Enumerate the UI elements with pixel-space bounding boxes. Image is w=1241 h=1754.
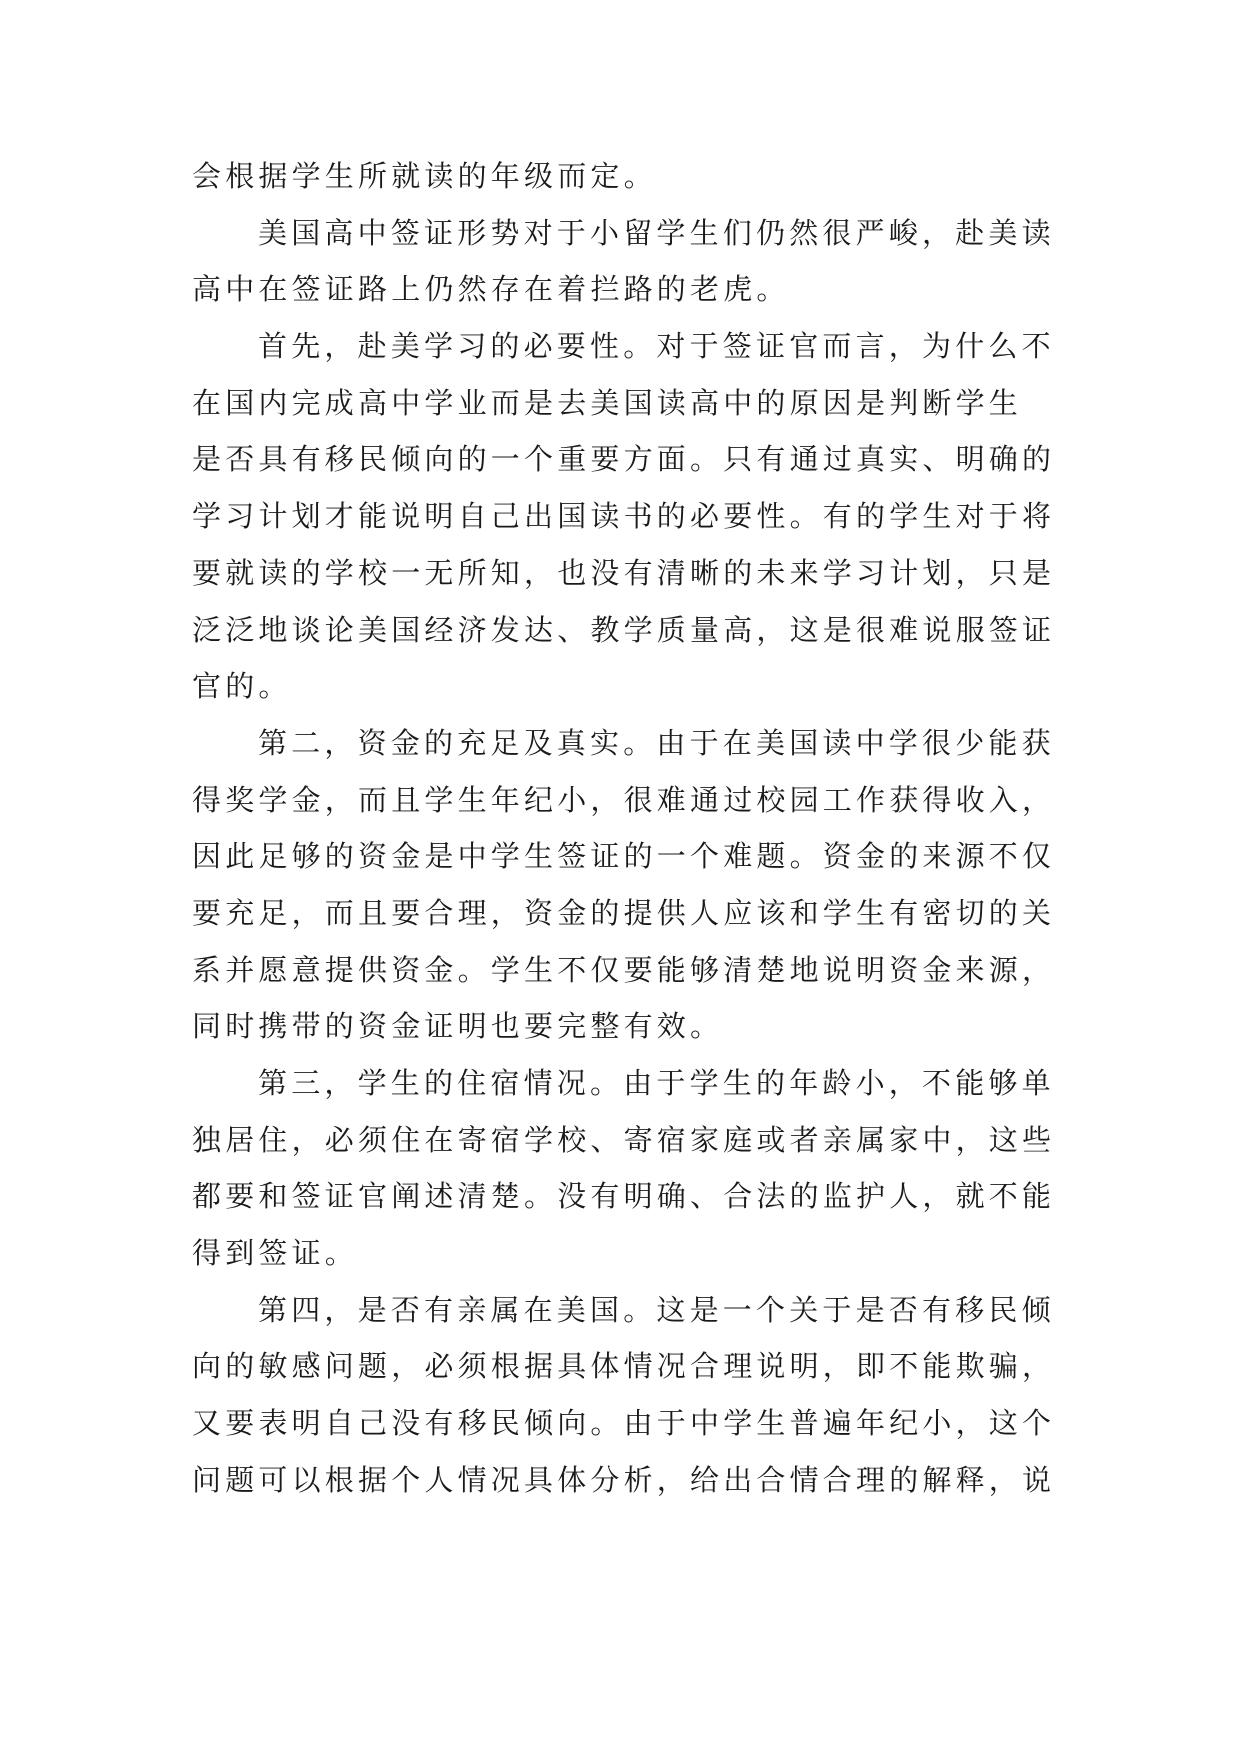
text-line: 得到签证。 [192, 1236, 359, 1271]
document-body [192, 148, 1062, 1509]
text-line: 又要表明自己没有移民倾向。由于中学生普遍年纪小，这个 [192, 1406, 1056, 1441]
text-line: 向的敏感问题，必须根据具体情况合理说明，即不能欺骗， [192, 1349, 1056, 1384]
text-line: 官的。 [192, 669, 292, 704]
text-line: 得奖学金，而且学生年纪小，很难通过校园工作获得收入， [192, 782, 1056, 817]
text-line: 在国内完成高中学业而是去美国读高中的原因是判断学生 [192, 385, 1023, 420]
text-line: 独居住，必须住在寄宿学校、寄宿家庭或者亲属家中，这些 [192, 1122, 1056, 1157]
text-line: 泛泛地谈论美国经济发达、教学质量高，这是很难说服签证 [192, 612, 1056, 647]
text-line: 学习计划才能说明自己出国读书的必要性。有的学生对于将 [192, 499, 1056, 534]
text-line: 高中在签证路上仍然存在着拦路的老虎。 [192, 272, 790, 307]
text-line: 首先，赴美学习的必要性。对于签证官而言，为什么不 [258, 329, 1055, 364]
text-line: 第四，是否有亲属在美国。这是一个关于是否有移民倾 [258, 1292, 1055, 1327]
text-line: 美国高中签证形势对于小留学生们仍然很严峻，赴美读 [258, 215, 1055, 250]
text-line: 要充足，而且要合理，资金的提供人应该和学生有密切的关 [192, 895, 1056, 930]
text-line: 会根据学生所就读的年级而定。 [192, 159, 657, 193]
text-line: 同时携带的资金证明也要完整有效。 [192, 1009, 724, 1044]
text-line: 都要和签证官阐述清楚。没有明确、合法的监护人，就不能 [192, 1179, 1056, 1214]
text-line: 系并愿意提供资金。学生不仅要能够清楚地说明资金来源， [192, 952, 1056, 987]
text-line: 因此足够的资金是中学生签证的一个难题。资金的来源不仅 [192, 839, 1056, 874]
text-line: 问题可以根据个人情况具体分析，给出合情合理的解释，说 [192, 1462, 1056, 1497]
text-line: 是否具有移民倾向的一个重要方面。只有通过真实、明确的 [192, 442, 1056, 477]
text-line: 第二，资金的充足及真实。由于在美国读中学很少能获 [258, 725, 1055, 760]
text-line: 要就读的学校一无所知，也没有清晰的未来学习计划，只是 [192, 555, 1056, 590]
text-line: 第三，学生的住宿情况。由于学生的年龄小，不能够单 [258, 1066, 1055, 1100]
